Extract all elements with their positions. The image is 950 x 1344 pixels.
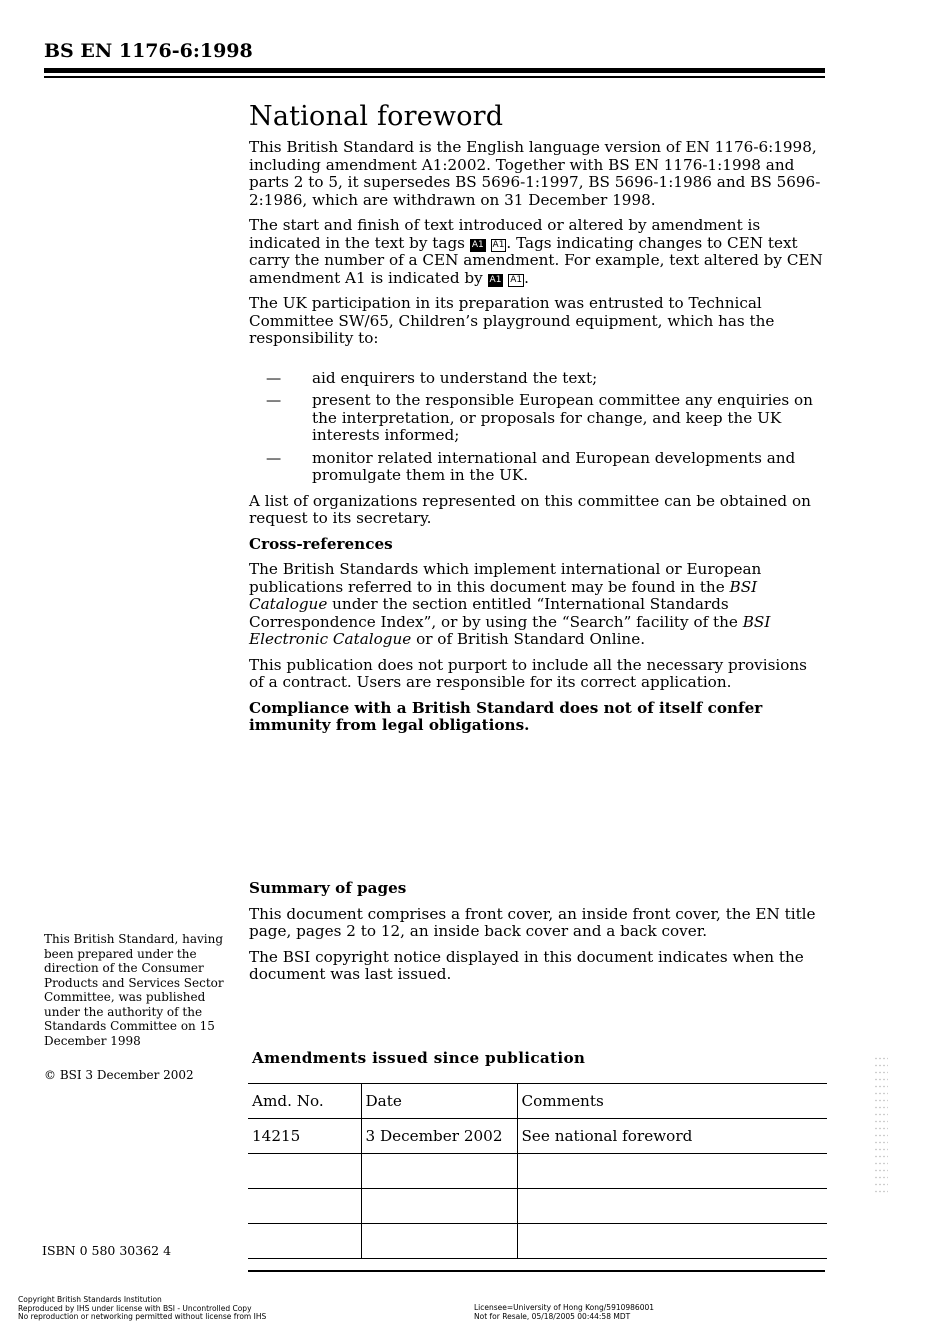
- foreword-paragraph-2: [249, 217, 825, 287]
- foreword-paragraph-1: This British Standard is the English language version of EN 1176-6:1998, including amendment A1:2002. Together with BS EN 1176-1:1998 and parts 2 to 5, it supersedes BS 5696-1:1997, BS 5696-1:1986 and BS 5696-2:1986, which are withdrawn on 31 December 1998.: [249, 138, 821, 209]
- footer-line: No reproduction or networking permitted without license from IHS: [18, 1312, 267, 1321]
- footer-line: Not for Resale, 05/18/2005 00:44:58 MDT: [474, 1311, 631, 1321]
- table-cell: [517, 1189, 827, 1224]
- header-rule-thin: [44, 76, 825, 78]
- foreword-paragraph-4: A list of organizations represented on this committee can be obtained on request to its secretary.: [249, 491, 811, 527]
- summary-paragraph-1: This document comprises a front cover, an inside front cover, the EN title page, pages 2 to 12, an inside back cover and a back cover.: [249, 904, 816, 940]
- column-header-date: Date: [361, 1084, 517, 1119]
- table-cell: [248, 1189, 361, 1224]
- table-cell: [248, 1224, 361, 1259]
- p2-text-c: .: [524, 268, 529, 287]
- amendment-close-tag-icon: A1: [492, 239, 505, 250]
- table-header-row: [248, 1084, 827, 1119]
- table-row: [248, 1154, 827, 1189]
- foreword-paragraph-6: This publication does not purport to include all the necessary provisions of a contract. Users are responsible for its correct application.: [249, 655, 807, 691]
- dash-bullet: —: [266, 391, 282, 409]
- national-foreword-section: [249, 101, 825, 743]
- dash-bullet: —: [266, 368, 282, 387]
- p5-text-b: under the section entitled “International Standards Correspondence Index”, or by using the “Search” facility of the: [249, 595, 743, 631]
- publication-note: This British Standard, having been prepared under the direction of the Consumer Products and Services Sector Committee, was published under the authority of the Standards Committee on 15 December 1998: [44, 932, 224, 1048]
- summary-heading: Summary of pages: [249, 879, 407, 897]
- bsi-electronic-catalogue-emphasis: BSI Electronic Catalogue: [249, 612, 771, 648]
- column-header-comments: Comments: [517, 1084, 827, 1119]
- list-item-text: present to the responsible European committee any enquiries on the interpretation, or proposals for change, and keep the UK interests informed;: [312, 391, 813, 444]
- foreword-paragraph-5: [249, 561, 825, 649]
- summary-of-pages-section: [249, 880, 825, 992]
- amendment-open-tag-icon: A1: [471, 239, 484, 250]
- table-cell: [361, 1224, 517, 1259]
- footer-line: Reproduced by IHS under license with BSI - Uncontrolled Copy: [18, 1303, 252, 1313]
- p2-text-b: . Tags indicating changes to CEN text carry the number of a CEN amendment. For example, text altered by CEN amendment A1 is indicated by: [249, 233, 823, 287]
- table-row: [248, 1224, 827, 1259]
- amendments-heading: Amendments issued since publication: [252, 1049, 586, 1067]
- list-item-text: monitor related international and European developments and promulgate them in the UK.: [312, 448, 796, 484]
- amendment-open-tag-icon: A1: [489, 274, 502, 285]
- table-cell: [361, 1189, 517, 1224]
- list-item: [249, 370, 825, 388]
- p5-text-c: or of British Standard Online.: [411, 630, 646, 648]
- table-cell: [248, 1154, 361, 1189]
- column-header-amd-no: Amd. No.: [248, 1084, 361, 1119]
- p2-text-a: The start and finish of text introduced or altered by amendment is indicated in the text by tags: [249, 216, 761, 252]
- document-code: BS EN 1176-6:1998: [44, 40, 253, 62]
- amendment-close-tag-icon: A1: [510, 274, 523, 285]
- summary-paragraph-2: The BSI copyright notice displayed in this document indicates when the document was last issued.: [249, 947, 804, 983]
- bsi-copyright: © BSI 3 December 2002: [44, 1068, 194, 1082]
- header-rule-thick: [44, 68, 825, 73]
- responsibility-list: [249, 370, 825, 485]
- isbn-number: ISBN 0 580 30362 4: [42, 1243, 172, 1258]
- amendments-table: [248, 1083, 827, 1259]
- bsi-catalogue-emphasis: BSI Catalogue: [249, 577, 758, 613]
- page-title: National foreword: [249, 101, 504, 132]
- footer-licensee-notice: [474, 1304, 654, 1321]
- table-row: [248, 1189, 827, 1224]
- bottom-rule: [248, 1270, 825, 1272]
- table-cell: See national foreword: [517, 1119, 827, 1154]
- foreword-paragraph-3: The UK participation in its preparation was entrusted to Technical Committee SW/65, Children’s playground equipment, which has the responsibility to:: [249, 294, 775, 347]
- table-cell: 14215: [248, 1119, 361, 1154]
- footer-line: Copyright British Standards Institution: [18, 1295, 162, 1304]
- margin-scan-marks: [874, 1055, 888, 1195]
- footer-line: Licensee=University of Hong Kong/5910986001: [474, 1303, 655, 1312]
- table-row: [248, 1119, 827, 1154]
- table-cell: [517, 1224, 827, 1259]
- list-item-text: aid enquirers to understand the text;: [312, 368, 598, 387]
- list-item: [249, 392, 825, 445]
- table-cell: [361, 1154, 517, 1189]
- dash-bullet: —: [266, 448, 282, 467]
- table-cell: [517, 1154, 827, 1189]
- table-cell: 3 December 2002: [361, 1119, 517, 1154]
- compliance-statement: Compliance with a British Standard does not of itself confer immunity from legal obligations.: [249, 698, 763, 734]
- footer-copyright-notice: [18, 1296, 266, 1322]
- p5-text-a: The British Standards which implement international or European publications referred to in this document may be found in the: [249, 560, 762, 596]
- list-item: [249, 450, 825, 485]
- cross-references-heading: Cross-references: [249, 534, 393, 553]
